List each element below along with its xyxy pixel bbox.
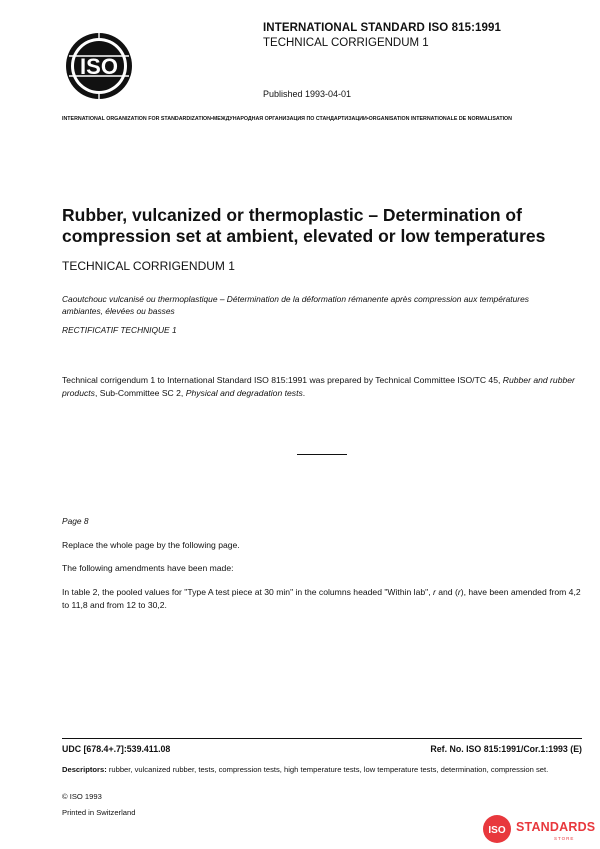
document-subtitle: TECHNICAL CORRIGENDUM 1	[62, 259, 235, 273]
amend-text-1: In table 2, the pooled values for "Type A test piece at 30 min" in the columns headed "Within lab",	[62, 587, 433, 597]
corrigendum-title: TECHNICAL CORRIGENDUM 1	[263, 37, 429, 49]
descriptors-label: Descriptors:	[62, 765, 107, 774]
french-title: Caoutchouc vulcanisé ou thermoplastique – Détermination de la déformation rémanente après compression aux températures ambiantes, élevées ou basses	[62, 294, 529, 316]
section-separator	[297, 454, 347, 455]
iso-standards-store-badge[interactable]	[482, 814, 594, 846]
standard-title: INTERNATIONAL STANDARD ISO 815:1991	[263, 22, 502, 34]
amend-r: r	[432, 587, 436, 597]
reference-number: Ref. No. ISO 815:1991/Cor.1:1993 (E)	[430, 744, 582, 754]
intro-italic-1: Rubber and rubber products	[62, 375, 575, 398]
iso-logo	[64, 30, 134, 102]
copyright: © ISO 1993	[62, 792, 102, 801]
replace-instruction: Replace the whole page by the following page.	[62, 540, 240, 550]
page-reference: Page 8	[62, 516, 89, 526]
badge-iso-text: ISO	[488, 825, 506, 836]
intro-paragraph	[62, 374, 582, 399]
intro-text-2: , Sub-Committee SC 2,	[94, 387, 186, 398]
french-subtitle: RECTIFICATIF TECHNIQUE 1	[62, 325, 177, 335]
published-date: Published 1993-04-01	[263, 89, 352, 99]
descriptors	[62, 765, 582, 776]
amendments-intro: The following amendments have been made:	[62, 563, 234, 573]
organizations-banner: INTERNATIONAL ORGANIZATION FOR STANDARDIZATION•МЕЖДУНАРОДНАЯ ОРГАНИЗАЦИЯ ПО СТАНДАРТИЗАЦИИ•ORGANISATION INTERNATIONALE DE NORMALISATION	[62, 116, 512, 122]
descriptors-text: rubber, vulcanized rubber, tests, compression tests, high temperature tests, low temperature tests, determination, compression set.	[106, 765, 549, 774]
amendment-paragraph	[62, 586, 582, 611]
amend-r-paren: r	[457, 587, 461, 597]
intro-text-1: Technical corrigendum 1 to International Standard ISO 815:1991 was prepared by Technical Committee ISO/TC 45,	[62, 375, 503, 385]
intro-text-3: .	[302, 387, 306, 398]
udc-code: UDC [678.4+.7]:539.411.08	[62, 744, 171, 754]
badge-iso-icon	[482, 814, 512, 844]
document-title: Rubber, vulcanized or thermoplastic – Determination of compression set at ambient, elevated or low temperatures	[62, 205, 546, 246]
printed-location: Printed in Switzerland	[62, 808, 136, 817]
badge-store-text: STORE	[554, 836, 575, 841]
footer-rule	[62, 738, 582, 739]
iso-logo-text: ISO	[80, 54, 118, 79]
amend-text-2: and (	[435, 587, 458, 597]
badge-standards-text: STANDARDS	[516, 820, 596, 834]
amend-text-3: ), have been amended from 4,2 to 11,8 and from 12 to 30,2.	[62, 587, 581, 610]
intro-italic-2: Physical and degradation tests	[185, 387, 303, 398]
